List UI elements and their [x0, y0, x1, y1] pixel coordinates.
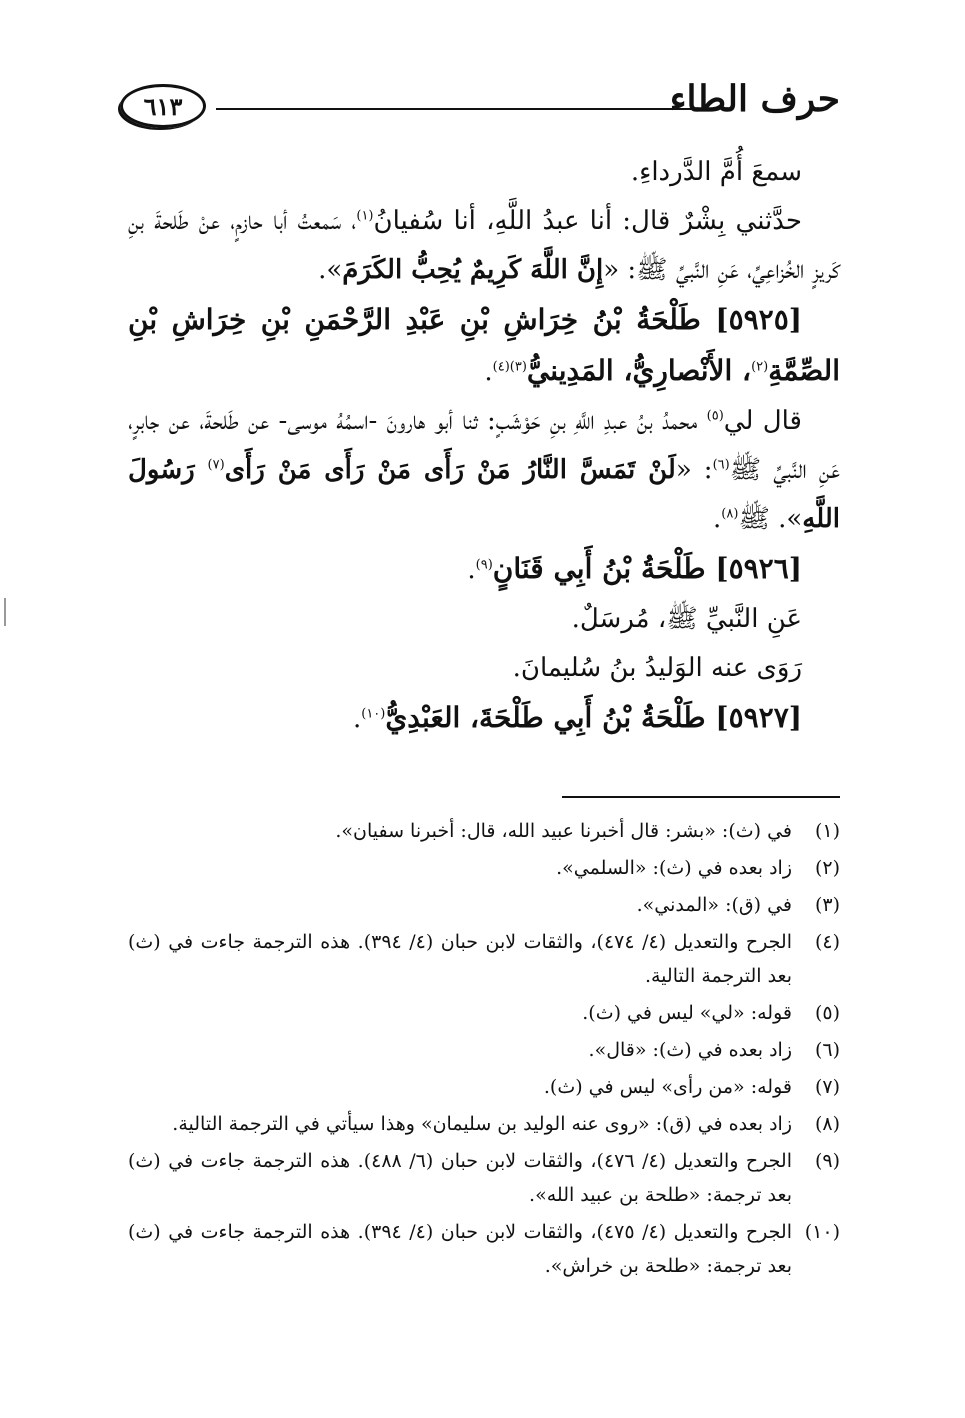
paragraph-hadith-2	[128, 397, 840, 544]
hadith-quote: لَنْ تَمَسَّ النَّارُ مَنْ رَأَى مَنْ رَأَى مَنْ رَأَى	[224, 455, 676, 485]
hadith-quote-cont: رَسُولَ اللَّهِ	[128, 455, 840, 534]
text-run: .	[352, 704, 362, 734]
footnote-item	[128, 996, 840, 1030]
entry-title: [٥٩٢٦] طَلْحَةُ بْنُ أَبِي قَنَانٍ	[492, 552, 802, 585]
footnote-text: الجرح والتعديل (٤/ ٤٧٦)، والثقات لابن حبان (٦/ ٤٨٨). هذه الترجمة جاءت في (ث) بعد ترجمة: «طلحة بن عبيد الله».	[128, 1150, 792, 1206]
text-run: قال لي	[723, 406, 802, 436]
entry-title-cont: ، الأَنْصارِيُّ، المَدِينيُّ	[526, 354, 752, 387]
footnote-text: الجرح والتعديل (٤/ ٤٧٥)، والثقات لابن حبان (٤/ ٣٩٤). هذه الترجمة جاءت في (ث) بعد ترجمة: «طلحة بن خراش».	[128, 1221, 792, 1277]
paragraph-hadith-1	[128, 197, 840, 295]
footnote-number: (٥)	[814, 1002, 840, 1024]
footnote-number: (٧)	[814, 1076, 840, 1098]
footnote-ref: (٧)	[207, 457, 225, 473]
footnote-ref: (١)	[356, 208, 374, 224]
footnote-ref: (٥)	[706, 408, 724, 424]
footnote-number: (٣)	[814, 894, 840, 916]
text-run: حدَّثني بِشْرٌ قال: أنا عبدُ اللَّهِ، أنا سُفيانُ	[373, 206, 802, 236]
footnote-number: (٩)	[814, 1150, 840, 1172]
text-run: .	[713, 504, 722, 534]
entry-title: [٥٩٢٥] طَلْحَةُ بْنُ خِرَاشِ بْنِ عَبْدِ الرَّحْمَنِ بْنِ خِرَاشِ بْنِ الصِّمَّةِ	[128, 303, 840, 387]
footnote-ref: (٢)	[751, 359, 769, 375]
footnote-text: الجرح والتعديل (٤/ ٤٧٤)، والثقات لابن حبان (٤/ ٣٩٤). هذه الترجمة جاءت في (ث) بعد الترجمة التالية.	[128, 931, 792, 987]
text-run: : «	[675, 455, 713, 485]
text-line: رَوَى عنه الوَليدُ بنُ سُليمانَ.	[512, 653, 802, 683]
entry-heading-5926	[128, 544, 840, 595]
footnote-item	[128, 888, 840, 922]
footnote-ref: (٦)	[712, 457, 730, 473]
footnote-text: قوله: «من رأى» ليس في (ث).	[543, 1076, 792, 1098]
entry-heading-5925	[128, 295, 840, 397]
footnote-item	[128, 1144, 840, 1212]
footnote-item	[128, 851, 840, 885]
footnote-ref: (٩)	[475, 557, 493, 573]
text-run: محمدُ بنُ عبدِ اللَّهِ بنِ حَوْشَبٍ: ثنا أبو هارونَ -اسمُهُ موسى- عن طَلحةَ، عن جابرٍ، عَنِ النَّبيِّ ﷺ	[128, 406, 841, 485]
text-line: عَنِ النَّبيِّ ﷺ، مُرسَلٌ.	[571, 604, 802, 634]
footnote-item	[128, 1107, 840, 1141]
footnote-separator	[562, 796, 840, 798]
footnote-ref: (٨)	[721, 506, 739, 522]
footnote-item	[128, 1070, 840, 1104]
footnote-number: (١٠)	[804, 1221, 840, 1243]
chapter-title: حرف الطاء	[669, 78, 840, 120]
text-line: سمعَ أُمَّ الدَّرداءِ.	[630, 157, 802, 187]
footnote-text: في (ق): «المدني».	[636, 894, 792, 916]
footnote-number: (٦)	[814, 1039, 840, 1061]
footnote-text: زاد بعده في (ق): «روى عنه الوليد بن سليمان» وهذا سيأتي في الترجمة التالية.	[172, 1113, 792, 1135]
footnote-number: (١)	[814, 820, 840, 842]
main-text	[128, 148, 840, 744]
footnote-number: (٢)	[814, 857, 840, 879]
footnote-item	[128, 925, 840, 993]
footnote-number: (٨)	[814, 1113, 840, 1135]
text-run: .	[484, 357, 493, 387]
footnote-number: (٤)	[814, 931, 840, 953]
hadith-quote: إِنَّ اللَّهَ كَرِيمٌ يُحِبُّ الكَرَمَ	[342, 255, 604, 285]
text-run: ». ﷺ	[738, 504, 803, 534]
footnote-ref: (١٠)	[361, 706, 386, 722]
footnote-text: زاد بعده في (ث): «السلمي».	[556, 857, 792, 879]
footnote-text: زاد بعده في (ث): «قال».	[588, 1039, 792, 1061]
footnote-text: في (ث): «بشر: قال أخبرنا عبيد الله، قال: أخبرنا سفيان».	[335, 820, 792, 842]
page-number: ٦١٣	[143, 91, 183, 121]
footnote-item	[128, 1033, 840, 1067]
footnote-ref: (٣)(٤)	[492, 359, 527, 375]
running-header	[120, 78, 840, 138]
footnotes	[128, 814, 840, 1286]
header-rule	[216, 108, 710, 110]
margin-mark	[4, 598, 6, 626]
footnote-item	[128, 1215, 840, 1283]
text-run: ».	[318, 255, 343, 285]
footnote-text: قوله: «لي» ليس في (ث).	[582, 1002, 792, 1024]
page-number-badge	[120, 84, 206, 128]
text-run: .	[467, 555, 476, 585]
footnote-item	[128, 814, 840, 848]
text-run: ، سَمعتُ أبا حازمٍ، عنْ طَلحةَ بنِ كَريزٍ الخُزاعِيِّ، عَنِ النَّبيِّ ﷺ: «	[128, 206, 840, 285]
entry-title: [٥٩٢٧] طَلْحَةُ بْنُ أَبِي طَلْحَةَ، العَبْدِيُّ	[385, 701, 802, 734]
entry-heading-5927	[128, 693, 840, 744]
